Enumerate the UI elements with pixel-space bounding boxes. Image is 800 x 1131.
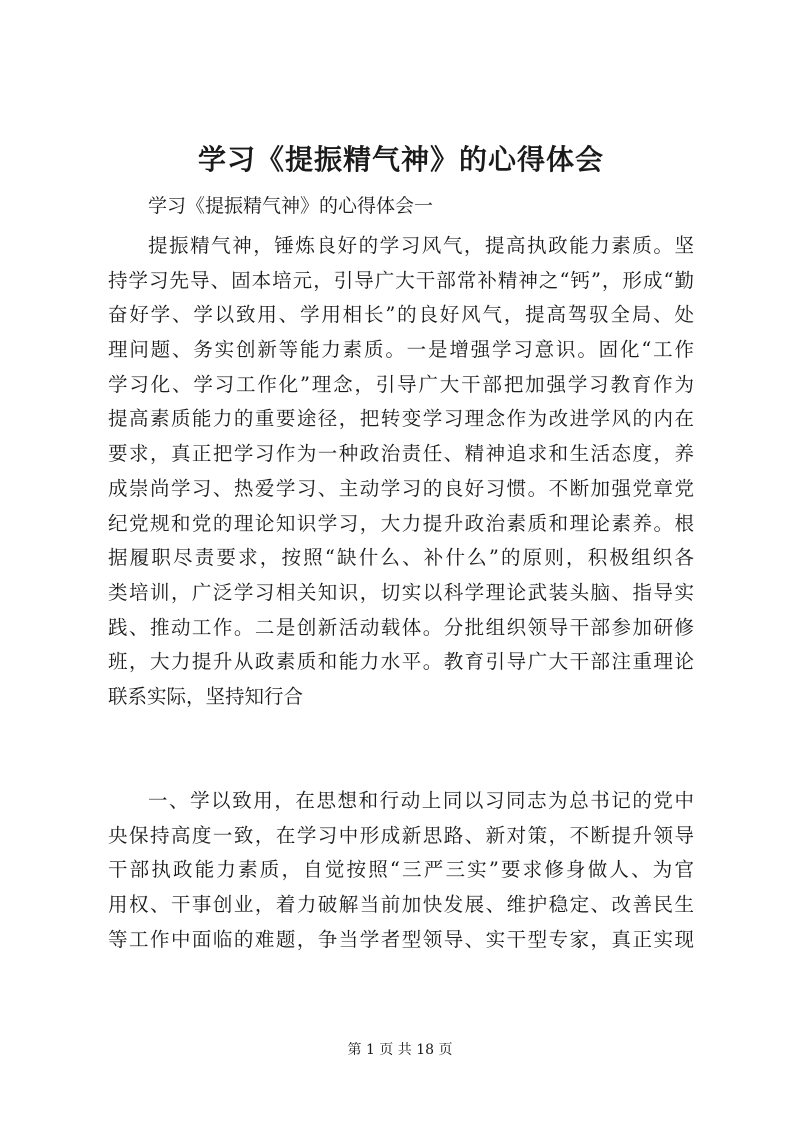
- paragraph-line: 央保持高度一致，在学习中形成新思路、新对策，不断提升领导: [108, 823, 694, 847]
- paragraph-line: 理问题、务实创新等能力素质。一是增强学习意识。固化“工作: [108, 338, 694, 362]
- paragraph-line: 践、推动工作。二是创新活动载体。分批组织领导干部参加研修: [108, 615, 694, 639]
- page-number-footer: 第 1 页 共 18 页: [347, 1042, 453, 1058]
- paragraph-line: 要求，真正把学习作为一种政治责任、精神追求和生活态度，养: [108, 442, 694, 466]
- paragraph-2: [108, 784, 694, 957]
- paragraph-line: 奋好学、学以致用、学用相长”的良好风气，提高驾驭全局、处: [108, 303, 694, 327]
- document-title: 学习《提振精气神》的心得体会: [197, 143, 604, 176]
- paragraph-line: 一、学以致用，在思想和行动上同以习同志为总书记的党中: [148, 789, 694, 812]
- paragraph-1: [108, 229, 694, 715]
- paragraph-line: 类培训，广泛学习相关知识，切实以科学理论武装头脑、指导实: [108, 580, 694, 604]
- paragraph-line: 纪党规和党的理论知识学习，大力提升政治素质和理论素养。根: [108, 511, 694, 535]
- paragraph-line: 干部执政能力素质，自觉按照“三严三实”要求修身做人、为官: [108, 858, 694, 882]
- paragraph-line: 学习化、学习工作化”理念，引导广大干部把加强学习教育作为: [108, 372, 694, 396]
- paragraph-line: 提高素质能力的重要途径，把转变学习理念作为改进学风的内在: [108, 407, 694, 431]
- paragraph-line: 提振精气神，锤炼良好的学习风气，提高执政能力素质。坚: [148, 234, 694, 257]
- paragraph-line: 用权、干事创业，着力破解当前加快发展、维护稳定、改善民生: [108, 893, 694, 917]
- paragraph-line: 据履职尽责要求，按照“缺什么、补什么”的原则，积极组织各: [108, 546, 694, 570]
- paragraph-line: 持学习先导、固本培元，引导广大干部常补精神之“钙”，形成“勤: [108, 268, 694, 292]
- paragraph-line: 等工作中面临的难题，争当学者型领导、实干型专家，真正实现: [108, 927, 694, 951]
- paragraph-line: 班，大力提升从政素质和能力水平。教育引导广大干部注重理论: [108, 650, 694, 674]
- paragraph-line: 成崇尚学习、热爱学习、主动学习的良好习惯。不断加强党章党: [108, 476, 694, 500]
- document-subtitle: 学习《提振精气神》的心得体会一: [148, 195, 434, 217]
- paragraph-line: 联系实际，坚持知行合: [108, 684, 304, 708]
